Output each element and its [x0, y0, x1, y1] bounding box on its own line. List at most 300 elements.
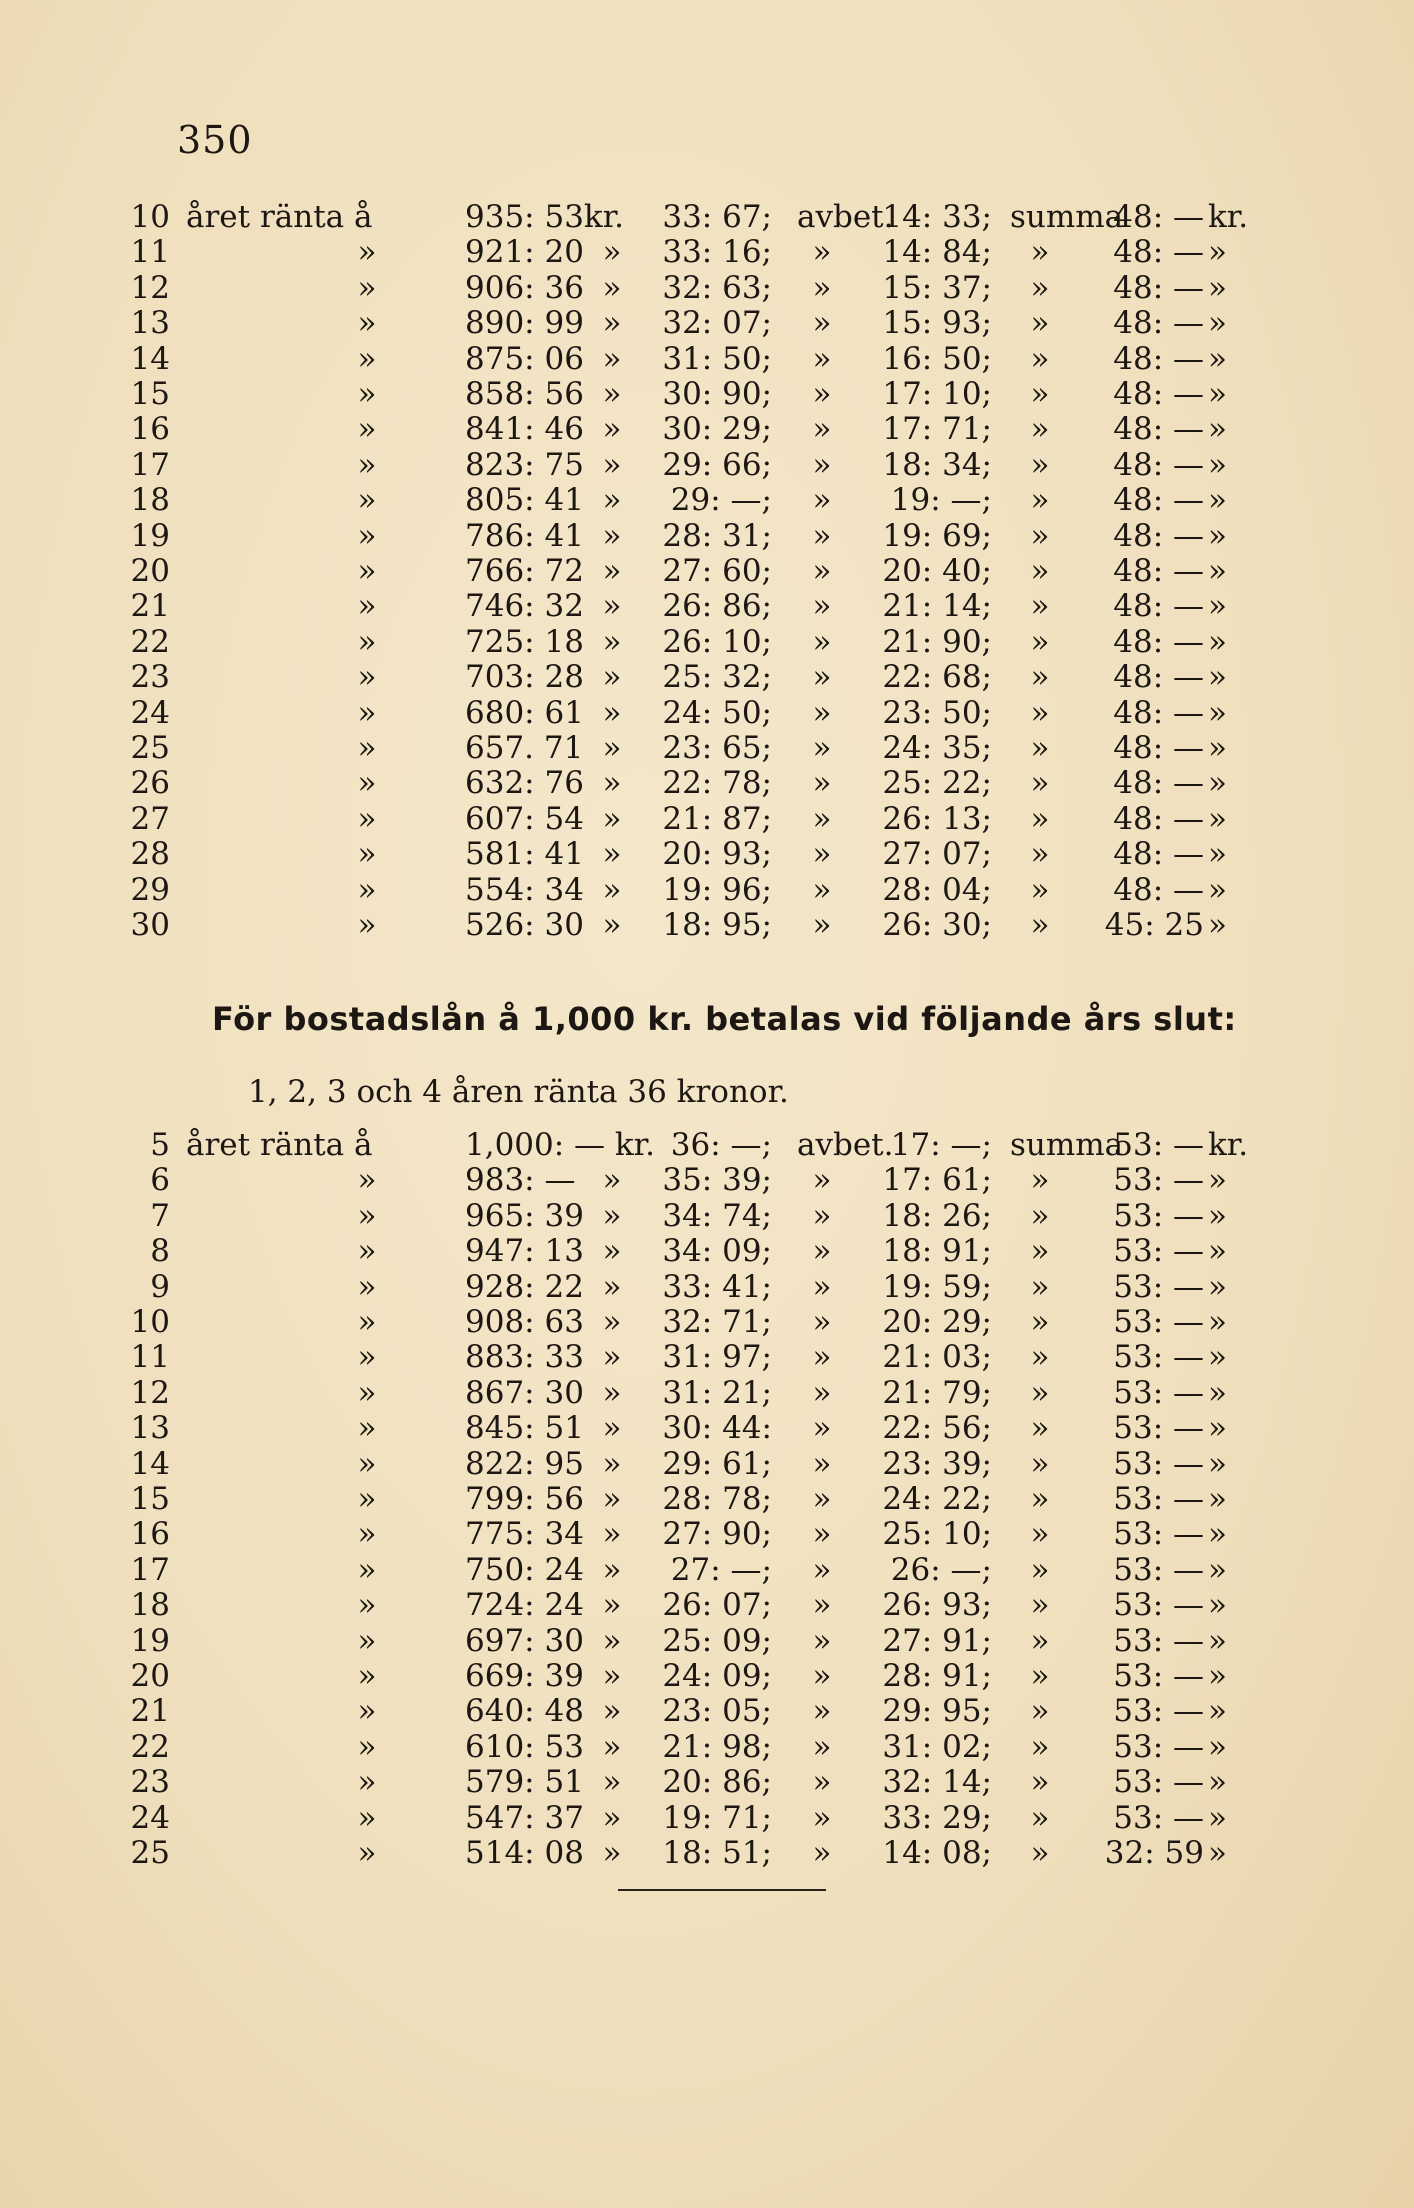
amortization-cell: 28: 04; — [882, 871, 992, 908]
interest-cell: 27: 90; — [662, 1516, 772, 1553]
interest-cell: 20: 86; — [662, 1764, 772, 1801]
amortization-cell: 21: 79; — [882, 1374, 992, 1411]
sum-label: » — [1030, 1764, 1050, 1801]
table-row — [0, 1234, 1414, 1268]
year-cell: 26 — [130, 765, 170, 802]
sum-label: » — [1030, 553, 1050, 589]
amortization-cell: 20: 40; — [882, 553, 992, 589]
sum-cell: 53: — — [1113, 1658, 1204, 1694]
unit-mark: » — [1208, 1410, 1227, 1447]
amort-label: » — [812, 907, 832, 943]
sum-cell: 45: 25 — [1104, 907, 1204, 943]
sum-label: » — [1030, 1304, 1050, 1340]
unit-mark: » — [1208, 623, 1227, 660]
sum-label: » — [1030, 1551, 1050, 1588]
unit-mark: » — [1208, 1162, 1227, 1199]
year-cell: 22 — [130, 1728, 170, 1765]
ditto-mark: » — [357, 553, 377, 589]
sum-cell: 53: — — [1113, 1622, 1204, 1659]
sum-label: » — [1030, 1835, 1050, 1871]
sum-label: » — [1030, 340, 1050, 377]
sum-label: » — [1030, 1516, 1050, 1553]
ditto-mark: » — [602, 305, 622, 342]
principal-cell: 921: 20 — [465, 234, 584, 271]
amortization-cell: 23: 50; — [882, 694, 992, 731]
interest-cell: 34: 74; — [662, 1197, 772, 1234]
amort-label: » — [812, 340, 832, 377]
sum-label: » — [1030, 588, 1050, 625]
unit-mark: » — [1208, 588, 1227, 625]
sum-label: » — [1030, 1622, 1050, 1659]
year-cell: 29 — [130, 871, 170, 908]
amort-label: » — [812, 1587, 832, 1624]
year-cell: 19 — [130, 517, 170, 554]
interest-cell: 22: 78; — [662, 765, 772, 802]
table-row — [0, 1765, 1414, 1799]
unit-mark: » — [1208, 1693, 1227, 1730]
ditto-mark: » — [357, 1197, 377, 1234]
interest-cell: 19: 71; — [662, 1799, 772, 1836]
table-row — [0, 837, 1414, 871]
table-row — [0, 696, 1414, 730]
amortization-cell: 21: 90; — [882, 623, 992, 660]
principal-cell: 841: 46 — [465, 411, 584, 448]
rate-label: året ränta å — [186, 199, 373, 235]
amortization-cell: 15: 93; — [882, 305, 992, 342]
year-cell: 6 — [150, 1162, 170, 1199]
amortization-cell: 26: 93; — [882, 1587, 992, 1624]
sum-cell: 53: — — [1113, 1728, 1204, 1765]
amortization-cell: 33: 29; — [882, 1799, 992, 1836]
amortization-cell: 26: 30; — [882, 907, 992, 943]
table-row — [0, 271, 1414, 305]
principal-cell: 799: 56 — [465, 1481, 584, 1517]
amort-label: » — [812, 376, 832, 412]
amortization-cell: 28: 91; — [882, 1658, 992, 1694]
ditto-mark: » — [357, 1268, 377, 1305]
amort-label: » — [812, 1162, 832, 1199]
ditto-mark: » — [602, 588, 622, 625]
sum-label: » — [1030, 517, 1050, 554]
sum-cell: 48: — — [1113, 659, 1204, 696]
sum-cell: 53: — — [1113, 1268, 1204, 1305]
sum-label: » — [1030, 234, 1050, 271]
sum-label: » — [1030, 694, 1050, 731]
year-cell: 11 — [130, 234, 170, 271]
ditto-mark: » — [357, 340, 377, 377]
amort-label: » — [812, 1374, 832, 1411]
sum-label: » — [1030, 1658, 1050, 1694]
sum-cell: 48: — — [1113, 588, 1204, 625]
amortization-cell: 24: 22; — [882, 1481, 992, 1517]
interest-cell: 36: —; — [670, 1127, 772, 1163]
unit-mark: » — [1208, 340, 1227, 377]
amortization-cell: 29: 95; — [882, 1693, 992, 1730]
table-row — [0, 1482, 1414, 1516]
unit-mark: » — [1208, 1233, 1227, 1270]
unit-mark: » — [1208, 411, 1227, 448]
year-cell: 27 — [130, 800, 170, 837]
table-row — [0, 660, 1414, 694]
interest-cell: 28: 78; — [662, 1481, 772, 1517]
interest-cell: 32: 63; — [662, 269, 772, 306]
principal-cell: 697: 30 — [465, 1622, 584, 1659]
interest-cell: 25: 32; — [662, 659, 772, 696]
amortization-cell: 14: 08; — [882, 1835, 992, 1871]
ditto-mark: » — [357, 1233, 377, 1270]
amort-label: » — [812, 1481, 832, 1517]
sum-label: summa — [1010, 199, 1124, 235]
table-row — [0, 1553, 1414, 1587]
ditto-mark: » — [602, 1410, 622, 1447]
amortization-cell: 17: 61; — [882, 1162, 992, 1199]
amort-label: » — [812, 694, 832, 731]
year-cell: 15 — [130, 1481, 170, 1517]
principal-cell: 547: 37 — [465, 1799, 584, 1836]
principal-cell: 906: 36 — [465, 269, 584, 306]
table-row — [0, 448, 1414, 482]
amort-label: » — [812, 1622, 832, 1659]
amortization-cell: 26: 13; — [882, 800, 992, 837]
sum-cell: 53: — — [1113, 1304, 1204, 1340]
principal-cell: 766: 72 — [465, 553, 584, 589]
principal-cell: 526: 30 — [465, 907, 584, 943]
principal-cell: 786: 41 — [465, 517, 584, 554]
table-row — [0, 554, 1414, 588]
ditto-mark: » — [602, 623, 622, 660]
table-row — [0, 1411, 1414, 1445]
unit-mark: » — [1208, 1304, 1227, 1340]
ditto-mark: » — [602, 1374, 622, 1411]
principal-cell: 867: 30 — [465, 1374, 584, 1411]
table-row — [0, 731, 1414, 765]
principal-cell: 725: 18 — [465, 623, 584, 660]
sum-label: » — [1030, 1410, 1050, 1447]
principal-cell: 746: 32 — [465, 588, 584, 625]
ditto-mark: » — [602, 1516, 622, 1553]
amortization-cell: 21: 03; — [882, 1339, 992, 1376]
amort-label: » — [812, 1764, 832, 1801]
amort-label: » — [812, 234, 832, 271]
amort-label: » — [812, 1410, 832, 1447]
sum-label: » — [1030, 1374, 1050, 1411]
amortization-cell: 17: —; — [890, 1127, 992, 1163]
principal-cell: 581: 41 — [465, 836, 584, 873]
principal-cell: 657. 71 — [465, 730, 584, 766]
amort-label: » — [812, 871, 832, 908]
sum-cell: 53: — — [1113, 1551, 1204, 1588]
principal-cell: 908: 63 — [465, 1304, 584, 1340]
amort-label: avbet. — [797, 1127, 894, 1163]
table-row — [0, 1624, 1414, 1658]
ditto-mark: » — [357, 411, 377, 448]
interest-cell: 25: 09; — [662, 1622, 772, 1659]
ditto-mark: » — [602, 1339, 622, 1376]
year-cell: 8 — [150, 1233, 170, 1270]
principal-cell: 947: 13 — [465, 1233, 584, 1270]
interest-cell: 21: 98; — [662, 1728, 772, 1765]
year-cell: 9 — [150, 1268, 170, 1305]
unit-mark: » — [1208, 517, 1227, 554]
year-cell: 13 — [130, 1410, 170, 1447]
interest-cell: 20: 93; — [662, 836, 772, 873]
ditto-mark: » — [602, 907, 622, 943]
unit-mark: kr. — [1208, 1127, 1249, 1163]
interest-note: 1, 2, 3 och 4 åren ränta 36 kronor. — [248, 1074, 789, 1110]
amort-label: » — [812, 588, 832, 625]
table-row — [0, 412, 1414, 446]
ditto-mark: » — [602, 1445, 622, 1482]
principal-cell: 680: 61 — [465, 694, 584, 731]
amort-label: » — [812, 765, 832, 802]
amort-label: » — [812, 269, 832, 306]
table-row — [0, 1128, 1414, 1162]
sum-cell: 48: — — [1113, 623, 1204, 660]
sum-cell: 53: — — [1113, 1764, 1204, 1801]
ditto-mark: » — [602, 482, 622, 519]
principal-cell: 632: 76 — [465, 765, 584, 802]
amortization-cell: 15: 37; — [882, 269, 992, 306]
ditto-mark: » — [602, 1551, 622, 1588]
ditto-mark: » — [602, 1728, 622, 1765]
amortization-cell: 14: 33; — [882, 199, 992, 235]
ditto-mark: » — [357, 800, 377, 837]
amortization-cell: 16: 50; — [882, 340, 992, 377]
sum-label: » — [1030, 1728, 1050, 1765]
principal-cell: 579: 51 — [465, 1764, 584, 1801]
unit-mark: » — [1208, 1516, 1227, 1553]
sum-cell: 48: — — [1113, 800, 1204, 837]
table-row — [0, 589, 1414, 623]
table-row — [0, 1447, 1414, 1481]
principal-cell: 805: 41 — [465, 482, 584, 519]
year-cell: 28 — [130, 836, 170, 873]
ditto-mark: » — [602, 836, 622, 873]
ditto-mark: » — [602, 1693, 622, 1730]
ditto-mark: » — [602, 765, 622, 802]
principal-cell: 928: 22 — [465, 1268, 584, 1305]
rate-label: året ränta å — [186, 1127, 373, 1163]
sum-label: » — [1030, 730, 1050, 766]
interest-cell: 18: 95; — [662, 907, 772, 943]
ditto-mark: » — [602, 800, 622, 837]
interest-cell: 32: 71; — [662, 1304, 772, 1340]
principal-cell: 823: 75 — [465, 446, 584, 483]
amort-label: » — [812, 411, 832, 448]
principal-cell: 669: 39 — [465, 1658, 584, 1694]
interest-cell: 33: 67; — [662, 199, 772, 235]
table-row — [0, 1694, 1414, 1728]
table-row — [0, 235, 1414, 269]
ditto-mark: » — [357, 1410, 377, 1447]
amortization-cell: 22: 68; — [882, 659, 992, 696]
sum-label: » — [1030, 446, 1050, 483]
sum-label: » — [1030, 623, 1050, 660]
year-cell: 21 — [130, 588, 170, 625]
interest-cell: 21: 87; — [662, 800, 772, 837]
interest-cell: 32: 07; — [662, 305, 772, 342]
ditto-mark: » — [357, 1587, 377, 1624]
sum-label: » — [1030, 411, 1050, 448]
year-cell: 20 — [130, 1658, 170, 1694]
unit-mark: » — [1208, 1445, 1227, 1482]
principal-cell: 750: 24 — [465, 1551, 584, 1588]
interest-cell: 29: 61; — [662, 1445, 772, 1482]
amortization-cell: 27: 91; — [882, 1622, 992, 1659]
unit-mark: » — [1208, 269, 1227, 306]
principal-cell: 883: 33 — [465, 1339, 584, 1376]
principal-cell: 703: 28 — [465, 659, 584, 696]
unit-mark: » — [1208, 1339, 1227, 1376]
year-cell: 25 — [130, 730, 170, 766]
interest-cell: 27: —; — [670, 1551, 772, 1588]
ditto-mark: » — [357, 1693, 377, 1730]
unit-mark: » — [1208, 305, 1227, 342]
unit-mark: » — [1208, 482, 1227, 519]
unit-mark: » — [1208, 694, 1227, 731]
ditto-mark: » — [602, 1835, 622, 1871]
principal-cell: 875: 06 — [465, 340, 584, 377]
year-cell: 25 — [130, 1835, 170, 1871]
principal-cell: 822: 95 — [465, 1445, 584, 1482]
ditto-mark: » — [357, 1516, 377, 1553]
year-cell: 7 — [150, 1197, 170, 1234]
ditto-mark: » — [602, 517, 622, 554]
sum-cell: 53: — — [1113, 1410, 1204, 1447]
interest-cell: 31: 97; — [662, 1339, 772, 1376]
year-cell: 5 — [150, 1127, 170, 1163]
table-row — [0, 1801, 1414, 1835]
sum-label: » — [1030, 1481, 1050, 1517]
year-cell: 10 — [130, 1304, 170, 1340]
amort-label: » — [812, 1693, 832, 1730]
principal-cell: 890: 99 — [465, 305, 584, 342]
principal-cell: 554: 34 — [465, 871, 584, 908]
amort-label: » — [812, 305, 832, 342]
sum-cell: 48: — — [1113, 199, 1204, 235]
interest-cell: 18: 51; — [662, 1835, 772, 1871]
amortization-cell: 19: 59; — [882, 1268, 992, 1305]
sum-cell: 48: — — [1113, 871, 1204, 908]
interest-cell: 31: 21; — [662, 1374, 772, 1411]
unit-mark: » — [1208, 730, 1227, 766]
amort-label: » — [812, 1268, 832, 1305]
table-row — [0, 1730, 1414, 1764]
sum-cell: 53: — — [1113, 1233, 1204, 1270]
unit-mark: » — [1208, 553, 1227, 589]
sum-label: » — [1030, 1339, 1050, 1376]
unit-mark: » — [1208, 765, 1227, 802]
sum-cell: 48: — — [1113, 694, 1204, 731]
ditto-mark: » — [602, 1658, 622, 1694]
sum-cell: 53: — — [1113, 1587, 1204, 1624]
table-row — [0, 1659, 1414, 1693]
sum-cell: 48: — — [1113, 376, 1204, 412]
year-cell: 18 — [130, 1587, 170, 1624]
closing-rule — [618, 1889, 826, 1891]
ditto-mark: » — [602, 376, 622, 412]
principal-cell: 935: 53kr. — [465, 199, 624, 235]
table-row — [0, 625, 1414, 659]
year-cell: 17 — [130, 446, 170, 483]
unit-mark: » — [1208, 1481, 1227, 1517]
unit-mark: » — [1208, 1587, 1227, 1624]
unit-mark: » — [1208, 1374, 1227, 1411]
unit-mark: » — [1208, 1728, 1227, 1765]
ditto-mark: » — [357, 234, 377, 271]
sum-cell: 53: — — [1113, 1162, 1204, 1199]
table-row — [0, 802, 1414, 836]
sum-label: » — [1030, 269, 1050, 306]
amort-label: » — [812, 1339, 832, 1376]
table-row — [0, 1376, 1414, 1410]
unit-mark: kr. — [1208, 199, 1249, 235]
unit-mark: » — [1208, 1764, 1227, 1801]
ditto-mark: » — [357, 1445, 377, 1482]
sum-label: » — [1030, 376, 1050, 412]
year-cell: 24 — [130, 694, 170, 731]
sum-label: » — [1030, 1197, 1050, 1234]
interest-cell: 26: 86; — [662, 588, 772, 625]
interest-cell: 30: 90; — [662, 376, 772, 412]
ditto-mark: » — [357, 871, 377, 908]
amortization-cell: 18: 91; — [882, 1233, 992, 1270]
year-cell: 18 — [130, 482, 170, 519]
sum-label: » — [1030, 800, 1050, 837]
unit-mark: » — [1208, 1799, 1227, 1836]
year-cell: 14 — [130, 1445, 170, 1482]
table-row — [0, 483, 1414, 517]
ditto-mark: » — [357, 765, 377, 802]
interest-cell: 28: 31; — [662, 517, 772, 554]
amort-label: » — [812, 659, 832, 696]
ditto-mark: » — [602, 659, 622, 696]
amortization-cell: 19: 69; — [882, 517, 992, 554]
amort-label: » — [812, 1445, 832, 1482]
ditto-mark: » — [602, 1799, 622, 1836]
interest-cell: 31: 50; — [662, 340, 772, 377]
year-cell: 15 — [130, 376, 170, 412]
table-row — [0, 1270, 1414, 1304]
sum-cell: 48: — — [1113, 411, 1204, 448]
ditto-mark: » — [357, 1162, 377, 1199]
interest-cell: 23: 05; — [662, 1693, 772, 1730]
ditto-mark: » — [602, 1233, 622, 1270]
ditto-mark: » — [602, 1304, 622, 1340]
ditto-mark: » — [357, 1799, 377, 1836]
sum-label: » — [1030, 1799, 1050, 1836]
sum-label: » — [1030, 907, 1050, 943]
amort-label: avbet. — [797, 199, 894, 235]
sum-cell: 48: — — [1113, 482, 1204, 519]
table-row — [0, 200, 1414, 234]
sum-label: » — [1030, 765, 1050, 802]
unit-mark: » — [1208, 234, 1227, 271]
table-row — [0, 1340, 1414, 1374]
sum-label: » — [1030, 1268, 1050, 1305]
sum-cell: 48: — — [1113, 234, 1204, 271]
ditto-mark: » — [602, 411, 622, 448]
principal-cell: 607: 54 — [465, 800, 584, 837]
sum-cell: 53: — — [1113, 1197, 1204, 1234]
interest-cell: 24: 50; — [662, 694, 772, 731]
sum-label: » — [1030, 836, 1050, 873]
year-cell: 24 — [130, 1799, 170, 1836]
ditto-mark: » — [357, 1835, 377, 1871]
sum-cell: 53: — — [1113, 1374, 1204, 1411]
amortization-cell: 17: 71; — [882, 411, 992, 448]
unit-mark: » — [1208, 871, 1227, 908]
